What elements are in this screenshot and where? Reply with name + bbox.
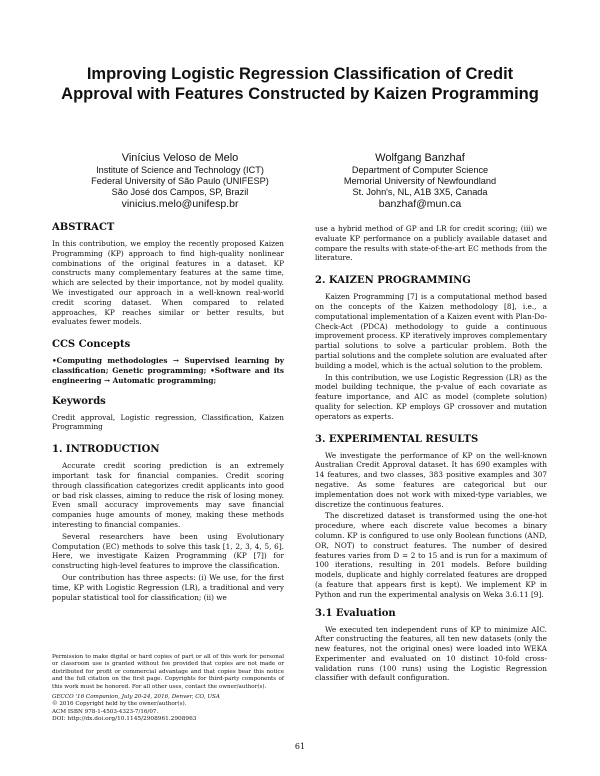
author-email: banzhaf@mun.ca bbox=[378, 198, 462, 210]
results-paragraph: The discretized dataset is transformed using the one-hot procedure, where each discrete value becomes a binary column. KP is configured to use only Boolean functions (AND, OR, NOT) to construct features. The number of desired features varies from D = 2 to 15 and is run for a maximum of 100 iterations, resulting in 201 models. Before building models, duplicate and highly correlated features are dropped (a feature that appears first is kept). We implement KP in Python and run the experimental analysis on Weka 3.6.11 [9]. bbox=[315, 511, 547, 599]
left-column bbox=[52, 222, 284, 604]
conference-info: GECCO '16 Companion, July 20-24, 2016, Denver, CO, USA bbox=[52, 694, 220, 701]
results-paragraph: We investigate the performance of KP on the well-known Australian Credit Approval dataset. It has 690 examples with 14 features, and two classes, 383 positive examples and 307 negative. As some features are categorical but our implementation does not work with mixed-type variables, we discretize the continuous features. bbox=[315, 450, 547, 509]
kaizen-paragraph: In this contribution, we use Logistic Regression (LR) as the model building technique, the p-value of each covariate as feature importance, and AIC as model (complete solution) quality for selection. KP employs GP crossover and mutation operators as experts. bbox=[315, 372, 547, 421]
copyright-footnote bbox=[52, 654, 284, 724]
paper-title: Improving Logistic Regression Classification of Credit Approval with Features Constructed by Kaizen Programming bbox=[61, 65, 539, 103]
ccs-heading: CCS Concepts bbox=[52, 339, 131, 351]
permission-notice: Permission to make digital or hard copies of part or all of this work for personal or classroom use is granted without fee provided that copies are not made or distributed for profit or commercial advantage and that copies bear this notice and the full citation on the first page. Copyrights for third-party components of this work must be honored. For all other uses, contact the owner/author(s). bbox=[52, 654, 284, 690]
author-name: Vinícius Veloso de Melo bbox=[121, 152, 239, 164]
kaizen-paragraph: Kaizen Programming [7] is a computational method based on the concepts of the Kaizen methodology [8], i.e., a computational implementation of a Kaizen event with Plan-Do-Check-Act (PDCA) methodology to guide a continuous improvement process. KP iteratively improves complementary partial solutions to solve a particular problem. Both the partial solutions and the complete solution are evaluated after building a model, which is the actual solution to the problem. bbox=[315, 292, 547, 370]
abstract-heading: ABSTRACT bbox=[52, 222, 115, 233]
author-affiliation: Memorial University of Newfoundland bbox=[343, 176, 497, 186]
doi-line: DOI: http://dx.doi.org/10.1145/2908961.2908963 bbox=[52, 716, 197, 723]
abstract-text: In this contribution, we employ the recently proposed Kaizen Programming (KP) approach to find high-quality nonlinear combinations of the original features in a dataset. KP constructs many complementary features at the same time, which are selected by their importance, not by model quality. We investigated our approach in a well-known real-world credit scoring dataset. When compared to related approaches, KP reaches similar or better results, but evaluates fewer models. bbox=[52, 239, 284, 327]
evaluation-paragraph: We executed ten independent runs of KP to minimize AIC. After constructing the features, all ten new datasets (only the new features, not the original ones) were loaded into WEKA Experimenter and evaluated on 10 distinct 10-fold cross-validation runs (100 runs) using the Logistic Regression classifier with default configuration. bbox=[315, 624, 547, 683]
copyright-line: © 2016 Copyright held by the owner/author(s). bbox=[52, 701, 187, 708]
results-heading: 3. EXPERIMENTAL RESULTS bbox=[315, 433, 479, 445]
author-affiliation: Federal University of São Paulo (UNIFESP) bbox=[91, 176, 269, 186]
author-affiliation: St. John's, NL, A1B 3X5, Canada bbox=[352, 187, 488, 197]
introduction-paragraph: Several researchers have been using Evolutionary Computation (EC) methods to solve this task [1, 2, 3, 4, 5, 6]. Here, we investigate Kaizen Programming (KP [7]) for constructing high-level features to improve the classification. bbox=[52, 531, 284, 571]
author-email: vinicius.melo@unifesp.br bbox=[121, 198, 239, 210]
author-block-1 bbox=[70, 152, 290, 210]
author-affiliation: Department of Computer Science bbox=[351, 165, 489, 175]
introduction-paragraph: Our contribution has three aspects: (i) We use, for the first time, KP with Logistic Regression (LR), a traditional and very popular statistical tool for classification; (ii) we bbox=[52, 572, 284, 602]
author-affiliation: São José dos Campos, SP, Brazil bbox=[111, 187, 249, 197]
isbn-line: ACM ISBN 978-1-4503-4323-7/16/07. bbox=[52, 708, 159, 715]
page-number: 61 bbox=[294, 742, 306, 751]
introduction-paragraph: Accurate credit scoring prediction is an extremely important task for financial companies. Credit scoring through classification categorizes credit applicants into good or bad risk classes, aiming to reduce the risk of losing money. Even small accuracy improvements may save financial companies huge amounts of money, making these methods interesting to financial companies. bbox=[52, 461, 284, 529]
evaluation-heading: 3.1 Evaluation bbox=[315, 607, 396, 619]
ccs-concepts: •Computing methodologies → Supervised learning by classification; Genetic programming; •Software and its engineering → Automatic programming; bbox=[52, 356, 284, 385]
author-affiliation: Institute of Science and Technology (ICT) bbox=[96, 165, 264, 175]
keywords-text: Credit approval, Logistic regression, Classification, Kaizen Programming bbox=[52, 412, 284, 432]
right-column bbox=[315, 224, 547, 685]
author-name: Wolfgang Banzhaf bbox=[375, 152, 465, 164]
introduction-heading: 1. INTRODUCTION bbox=[52, 444, 160, 456]
continued-paragraph: use a hybrid method of GP and LR for credit scoring; (iii) we evaluate KP performance on a publicly available dataset and compare the results with state-of-the-art EC methods from the literature. bbox=[315, 224, 547, 263]
author-block-2 bbox=[310, 152, 530, 210]
kaizen-heading: 2. KAIZEN PROGRAMMING bbox=[315, 275, 471, 287]
keywords-heading: Keywords bbox=[52, 395, 106, 407]
